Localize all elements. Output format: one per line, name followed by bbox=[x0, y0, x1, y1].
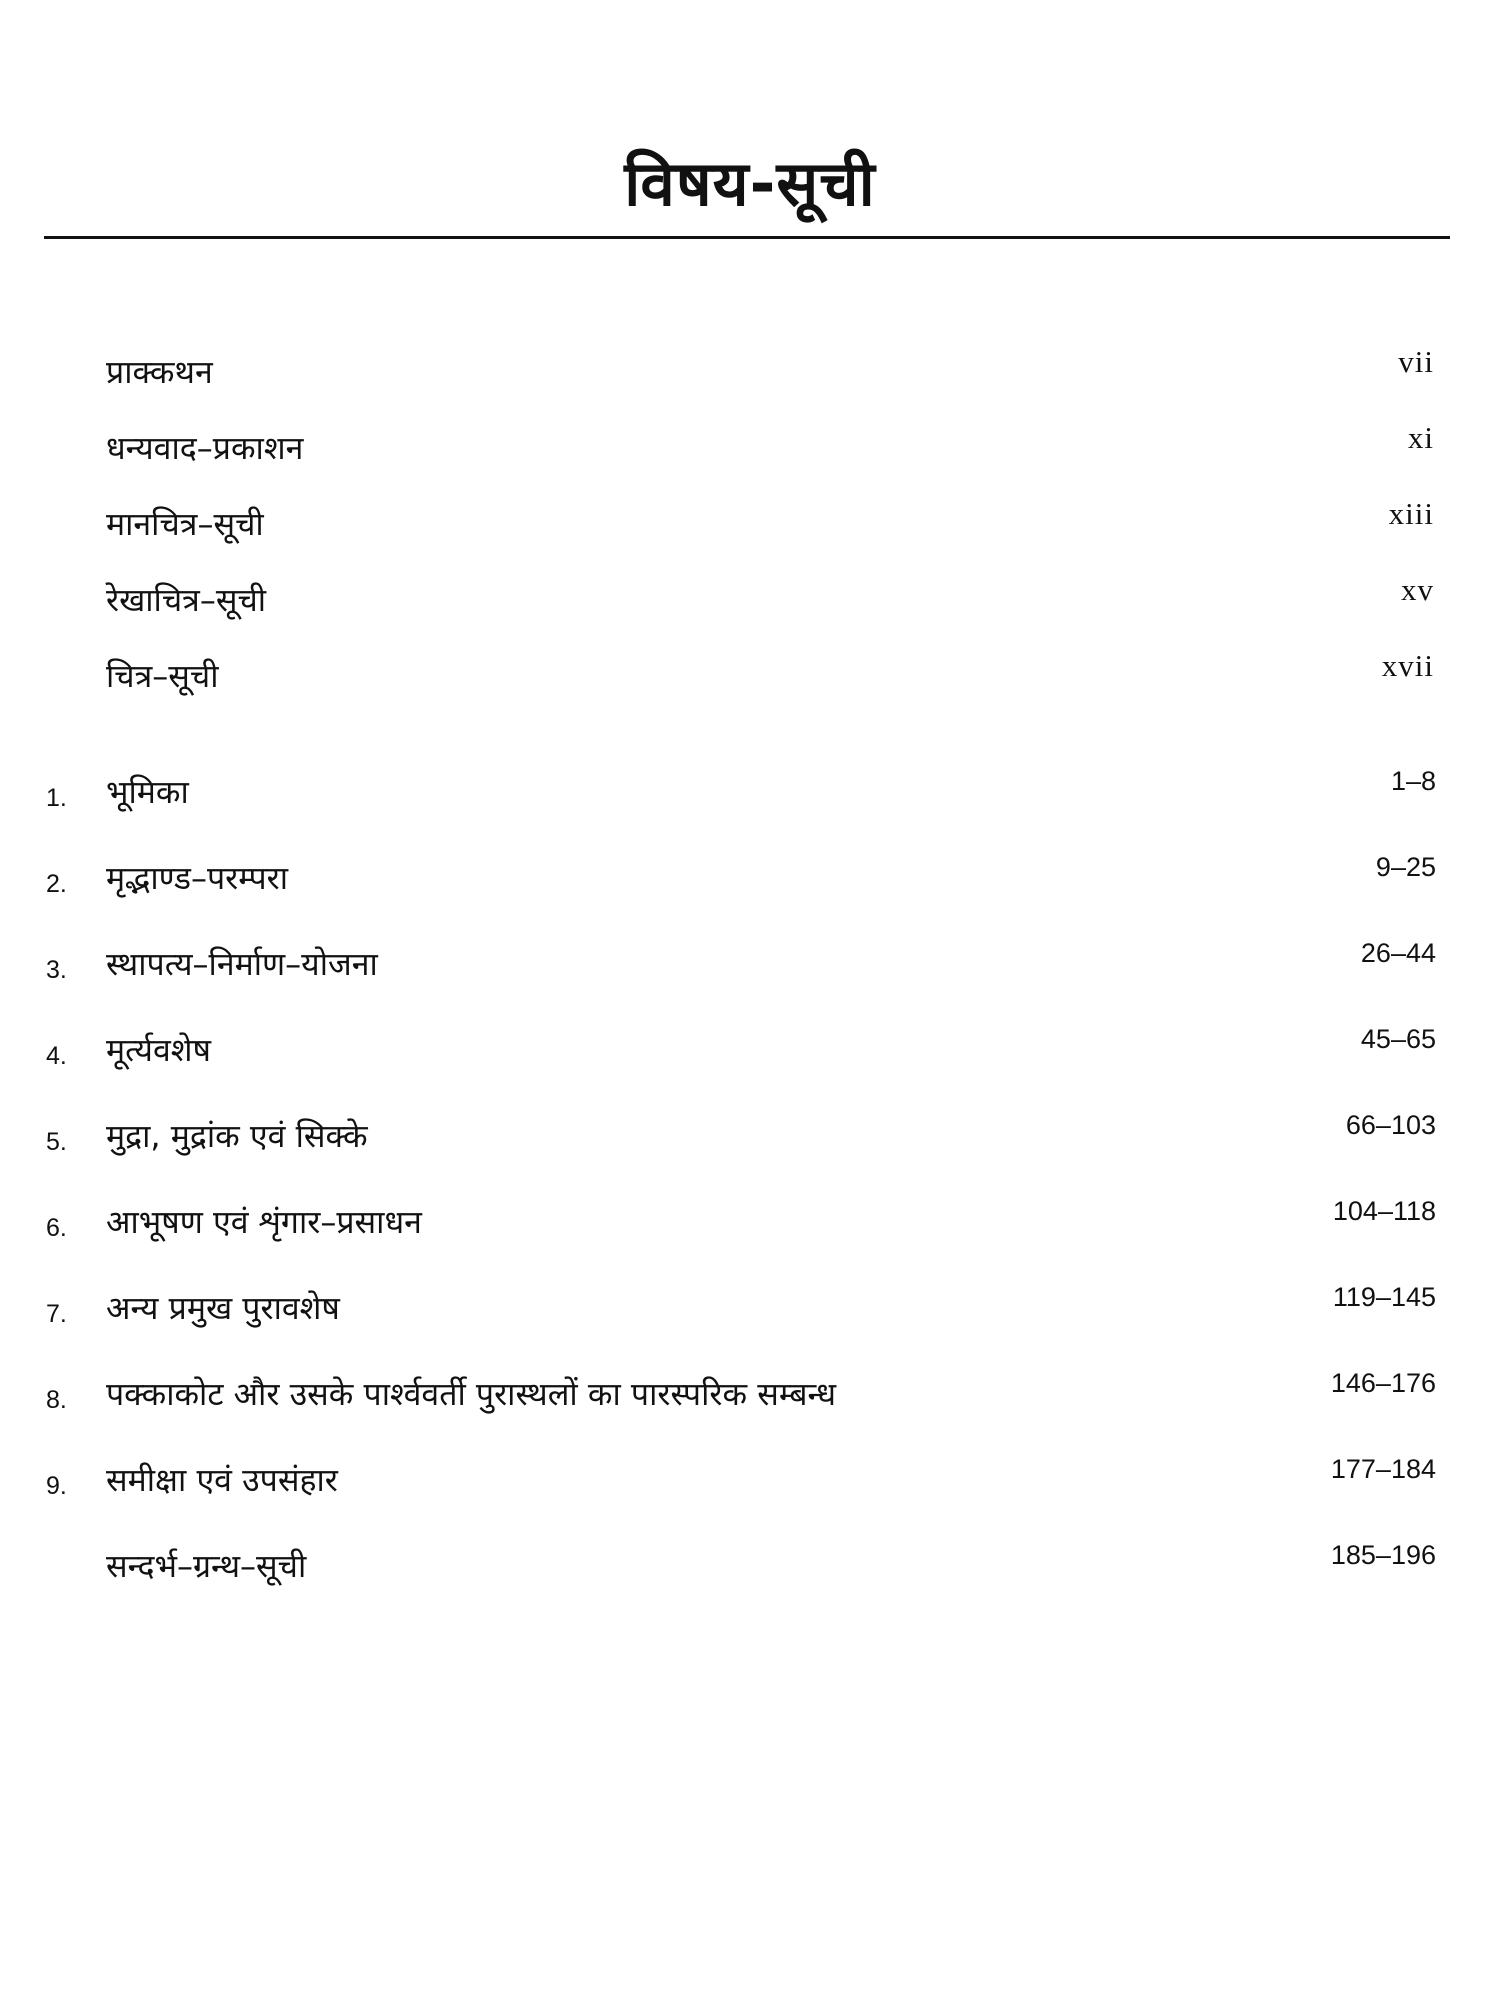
toc-entry-label: मानचित्र–सूची bbox=[106, 505, 264, 543]
toc-entry-chapter-9[interactable] bbox=[0, 1454, 1500, 1508]
toc-entry-chapter-7[interactable] bbox=[0, 1282, 1500, 1336]
toc-entry-front-5[interactable] bbox=[0, 648, 1500, 704]
toc-entry-label: आभूषण एवं शृंगार–प्रसाधन bbox=[106, 1203, 422, 1241]
toc-entry-chapter-2[interactable] bbox=[0, 852, 1500, 906]
toc-entry-chapter-3[interactable] bbox=[0, 938, 1500, 992]
toc-entry-chapter-5[interactable] bbox=[0, 1110, 1500, 1164]
toc-entry-page: 1–8 bbox=[1390, 766, 1436, 796]
toc-entry-page: 177–184 bbox=[1330, 1454, 1436, 1484]
title-underline bbox=[44, 236, 1450, 239]
toc-entry-chapter-4[interactable] bbox=[0, 1024, 1500, 1078]
toc-entry-label: मूर्त्यवशेष bbox=[106, 1031, 212, 1069]
toc-entry-page: xv bbox=[1401, 572, 1434, 607]
toc-entry-chapter-8[interactable] bbox=[0, 1368, 1500, 1422]
toc-entry-page: 119–145 bbox=[1332, 1282, 1436, 1312]
toc-entry-label: मृद्भाण्ड–परम्परा bbox=[106, 859, 289, 897]
toc-entry-bibliography[interactable] bbox=[0, 1540, 1500, 1594]
toc-entry-front-3[interactable] bbox=[0, 496, 1500, 552]
toc-entry-front-1[interactable] bbox=[0, 344, 1500, 400]
toc-entry-page: 185–196 bbox=[1330, 1540, 1436, 1570]
toc-entry-number: 1. bbox=[46, 784, 67, 812]
toc-entry-chapter-1[interactable] bbox=[0, 766, 1500, 820]
toc-entry-label: अन्य प्रमुख पुरावशेष bbox=[106, 1289, 340, 1327]
toc-entry-chapter-6[interactable] bbox=[0, 1196, 1500, 1250]
toc-entry-page: xiii bbox=[1388, 496, 1434, 531]
toc-entry-page: 104–118 bbox=[1332, 1196, 1436, 1226]
toc-entry-page: 9–25 bbox=[1375, 852, 1436, 882]
toc-entry-number: 3. bbox=[46, 956, 67, 984]
toc-entry-number: 2. bbox=[46, 870, 67, 898]
toc-entry-page: vii bbox=[1398, 344, 1434, 379]
toc-entry-number: 8. bbox=[46, 1386, 67, 1414]
toc-entry-page: 26–44 bbox=[1360, 938, 1436, 968]
toc-entry-front-2[interactable] bbox=[0, 420, 1500, 476]
toc-entry-label: धन्यवाद–प्रकाशन bbox=[106, 429, 304, 467]
page-title: विषय-सूची bbox=[624, 147, 876, 220]
toc-entry-number: 6. bbox=[46, 1214, 67, 1242]
toc-entry-label: रेखाचित्र–सूची bbox=[106, 581, 267, 619]
toc-entry-label: मुद्रा, मुद्रांक एवं सिक्के bbox=[106, 1117, 368, 1155]
toc-entry-number: 7. bbox=[46, 1300, 67, 1328]
toc-entry-label: प्राक्कथन bbox=[106, 353, 213, 391]
toc-entry-page: 66–103 bbox=[1345, 1110, 1436, 1140]
toc-entry-number: 4. bbox=[46, 1042, 67, 1070]
toc-entry-number: 9. bbox=[46, 1472, 67, 1500]
toc-entry-label: समीक्षा एवं उपसंहार bbox=[106, 1461, 338, 1499]
toc-entry-front-4[interactable] bbox=[0, 572, 1500, 628]
toc-entry-number: 5. bbox=[46, 1128, 67, 1156]
toc-entry-page: 45–65 bbox=[1360, 1024, 1436, 1054]
toc-entry-label: स्थापत्य–निर्माण–योजना bbox=[106, 945, 378, 983]
toc-entry-page: xvii bbox=[1381, 648, 1434, 683]
toc-entry-label: चित्र–सूची bbox=[106, 657, 219, 695]
toc-entry-label: पक्काकोट और उसके पार्श्ववर्ती पुरास्थलों का पारस्परिक सम्बन्ध bbox=[106, 1375, 837, 1413]
toc-entry-page: xi bbox=[1407, 420, 1434, 455]
toc-entry-page: 146–176 bbox=[1330, 1368, 1436, 1398]
toc-entry-label: भूमिका bbox=[106, 773, 189, 811]
toc-entry-label: सन्दर्भ–ग्रन्थ–सूची bbox=[106, 1547, 307, 1585]
